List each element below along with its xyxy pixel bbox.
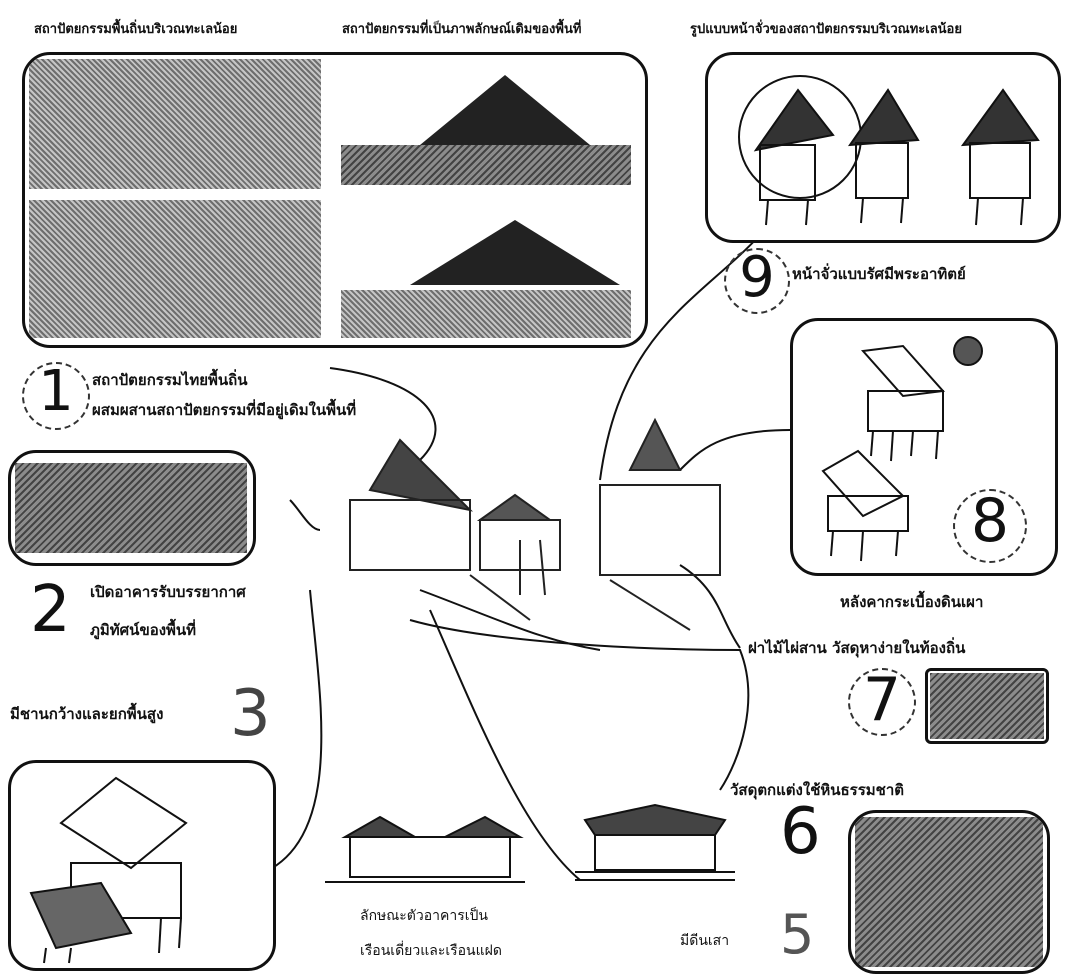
photo-fence: [341, 145, 631, 185]
number-2: 2: [30, 573, 71, 647]
number-7: 7: [848, 668, 916, 736]
header-original-image: สถาปัตยกรรมที่เป็นภาพลักษณ์เดิมของพื้นที่: [342, 22, 582, 37]
detached-twin-house-sketch: [325, 812, 525, 894]
caption-4-line2: เรือนเดี่ยวและเรือนแฝด: [360, 943, 502, 959]
gable-frame: [705, 52, 1061, 243]
pillar-footing-sketch: [575, 800, 735, 890]
raised-floor-sketch: [11, 763, 273, 968]
header-gable-styles: รูปแบบหน้าจั่วของสถาปัตยกรรมบริเวณทะเลน้อย: [690, 22, 962, 37]
number-3: 3: [230, 677, 271, 751]
caption-1-line2: ผสมผสานสถาปัตยกรรมที่มีอยู่เดิมในพื้นที่: [92, 401, 357, 419]
number-5: 5: [780, 903, 815, 966]
photo-wooden-house: [29, 59, 321, 189]
caption-3: มีชานกว้างและยกพื้นสูง: [10, 705, 164, 723]
caption-2-line2: ภูมิทัศน์ของพื้นที่: [90, 621, 197, 639]
caption-5: มีดีนเสา: [680, 933, 730, 949]
caption-4-line1: ลักษณะตัวอาคารเป็น: [360, 908, 489, 924]
number-9: 9: [724, 248, 790, 314]
caption-6: วัสดุตกแต่งใช้หินธรรมชาติ: [730, 781, 905, 799]
gable-sketches: [708, 55, 1058, 240]
central-perspective-sketch: [330, 410, 750, 640]
number-1: 1: [22, 362, 90, 430]
raised-floor-frame: [8, 760, 276, 971]
roof-tile-frame: [790, 318, 1058, 576]
landscape-photo-frame: [8, 450, 256, 566]
caption-9: หน้าจั่วแบบรัศมีพระอาทิตย์: [792, 265, 966, 283]
photo-frame-top-left: [22, 52, 648, 348]
photo-stilt-houses: [29, 200, 321, 338]
photo-natural-stone: [855, 817, 1043, 967]
header-vernacular: สถาปัตยกรรมพื้นถิ่นบริเวณทะเลน้อย: [34, 22, 238, 37]
photo-bamboo-wall: [930, 673, 1044, 739]
photo-landscape: [15, 463, 247, 553]
bamboo-wall-photo-frame: [925, 668, 1049, 744]
number-6: 6: [780, 795, 821, 869]
caption-1-line1: สถาปัตยกรรมไทยพื้นถิ่น: [92, 371, 248, 389]
caption-8: หลังคากระเบื้องดินเผา: [840, 593, 984, 611]
natural-stone-frame: [848, 810, 1050, 974]
caption-7: ฝาไม้ไผ่สาน วัสดุหาง่ายในท้องถิ่น: [748, 639, 966, 657]
number-8: 8: [953, 489, 1027, 563]
caption-2-line1: เปิดอาคารรับบรรยากาศ: [90, 583, 246, 601]
photo-pavilion-base: [341, 290, 631, 338]
